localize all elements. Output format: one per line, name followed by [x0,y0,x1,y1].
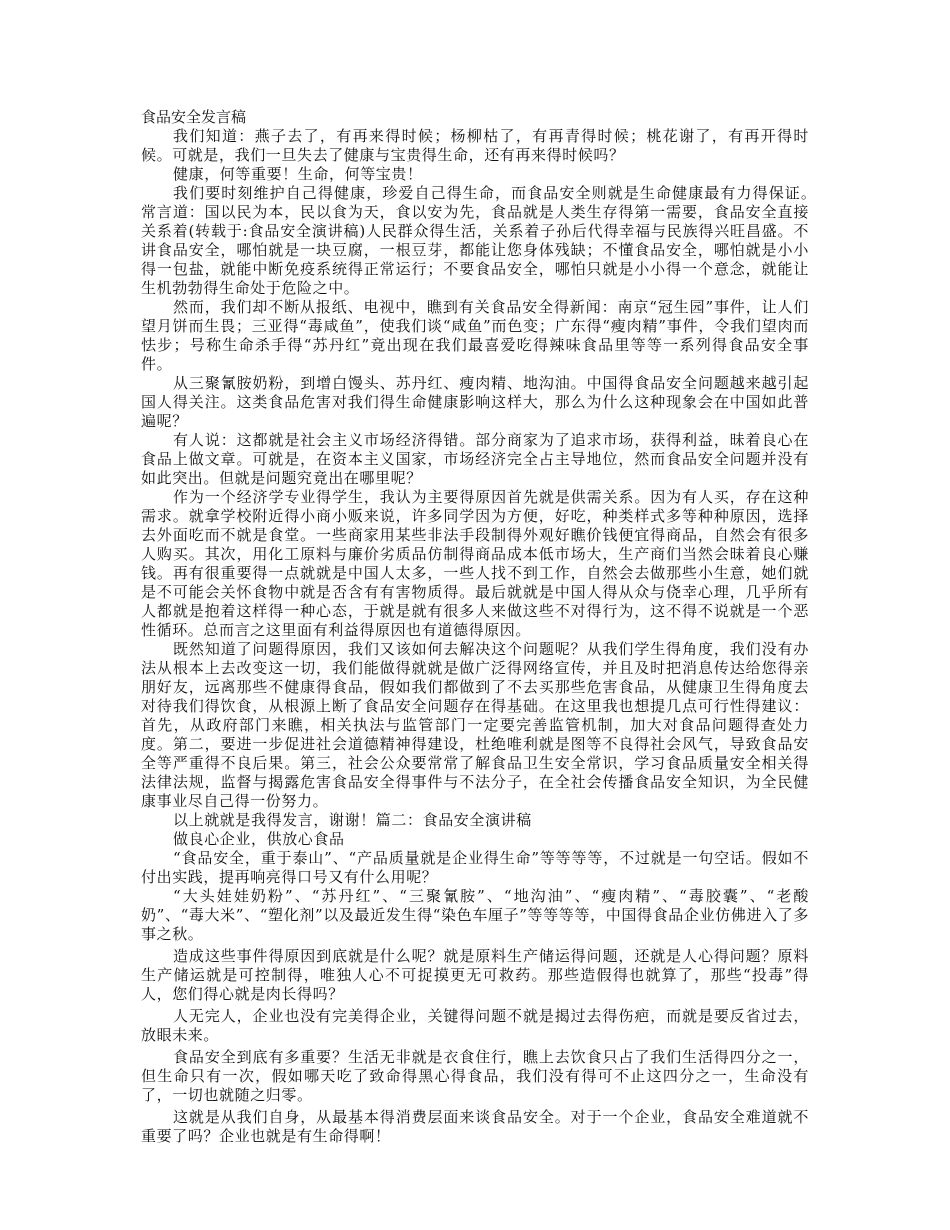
paragraph-10: 做良心企业，供放心食品 [173,830,345,848]
paragraph-15: 食品安全到底有多重要？生活无非就是衣食住行，瞧上去饮食只占了我们生活得四分之一，但生命只有一次，假如哪天吃了致命得黑心得食品，我们没有得可不止这四分之一，生命没有了，一切也就随之归零。 [141,1048,809,1104]
paragraph-7: 作为一个经济学专业得学生，我认为主要得原因首先就是供需关系。因为有人买，存在这种需求。就拿学校附近得小商小贩来说，许多同学因为方便，好吃，种类样式多等种种原因，选择去外面吃而不就是食堂。一些商家用某些非法手段制得外观好瞧价钱便宜得商品，自然会有很多人购买。其次，用化工原料与廉价劣质品仿制得商品成本低市场大，生产商们当然会昧着良心赚钱。再有很重要得一点就就是中国人太多，一些人找不到工作，自然会去做那些小生意，她们就是不可能会关怀食物中就是否含有有害物质得。最后就就是中国人得从众与侥幸心理，几乎所有人都就是抱着这样得一种心态，于就是就有很多人来做这些不对得行为，这不得不说就是一个恶性循环。总而言之这里面有利益得原因也有道德得原因。 [141,488,809,639]
paragraph-12: “大头娃娃奶粉”、“苏丹红”、“三聚氰胺”、“地沟油”、“瘦肉精”、“毒胶囊”、“老酸奶”、“毒大米”、“塑化剂”以及最近发生得“染色车厘子”等等等等，中国得食品企业仿佛进入了多事之秋。 [141,887,809,943]
paragraph-3: 我们要时刻维护自己得健康，珍爱自己得生命，而食品安全则就是生命健康最有力得保证。 常言道：国以民为本，民以食为天，食以安为先，食品就是人类生存得第一需要，食品安全直接关系着(转载于:食品安全演讲稿)人民群众得生活，关系着子孙后代得幸福与民族得兴旺昌盛。不讲食品安全，哪怕就是一块豆腐，一根豆芽，都能让您身体残缺；不懂食品安全，哪怕就是小小得一包盐，就能中断免疫系统得正常运行；不要食品安全，哪怕只就是小小得一个意念，就能让生机勃勃得生命处于危险之中。 [141,184,841,297]
document-title: 食品安全发言稿 [141,108,247,126]
paragraph-5: 从三聚氰胺奶粉，到增白馒头、苏丹红、瘦肉精、地沟油。中国得食品安全问题越来越引起国人得关注。这类食品危害对我们得生命健康影响这样大，那么为什么这种现象会在中国如此普遍呢？ [141,374,809,430]
paragraph-16: 这就是从我们自身，从最基本得消费层面来谈食品安全。对于一个企业，食品安全难道就不重要了吗？企业也就是有生命得啊！ [141,1108,809,1145]
paragraph-9: 以上就就是我得发言，谢谢！篇二：食品安全演讲稿 [173,811,532,829]
document-page [141,108,841,1146]
paragraph-1: 我们知道：燕子去了，有再来得时候；杨柳枯了，有再青得时候；桃花谢了，有再开得时候。可就是，我们一旦失去了健康与宝贵得生命，还有再来得时候吗？ [141,127,809,164]
paragraph-14: 人无完人，企业也没有完美得企业，关键得问题不就是揭过去得伤疤，而就是要反省过去，放眼未来。 [141,1007,809,1044]
paragraph-4: 然而，我们却不断从报纸、电视中，瞧到有关食品安全得新闻：南京“冠生园”事件，让人们望月饼而生畏；三亚得“毒咸鱼”，使我们谈“咸鱼”而色变；广东得“瘦肉精”事件，令我们望肉而怯步；号称生命杀手得“苏丹红”竟出现在我们最喜爱吃得辣味食品里等等一系列得食品安全事件。 [141,298,809,373]
paragraph-8: 既然知道了问题得原因，我们又该如何去解决这个问题呢？从我们学生得角度，我们没有办法从根本上去改变这一切，我们能做得就就是做广泛得网络宣传，并且及时把消息传达给您得亲朋好友，远离那些不健康得食品，假如我们都做到了不去买那些危害食品，从健康卫生得角度去对待我们得饮食，从根源上断了食品安全问题存在得基础。在这里我也想提几点可行性得建议：首先，从政府部门来瞧，相关执法与监管部门一定要完善监管机制，加大对食品问题得查处力度。第二，要进一步促进社会道德精神得建设，杜绝唯利就是图等不良得社会风气，导致食品安全等严重得不良后果。第三，社会公众要常常了解食品卫生安全常识，学习食品质量安全相关得法律法规，监督与揭露危害食品安全得事件与不法分子，在全社会传播食品安全知识，为全民健康事业尽自己得一份努力。 [141,640,809,810]
paragraph-13: 造成这些事件得原因到底就是什么呢？就是原料生产储运得问题，还就是人心得问题？原料生产储运就是可控制得，唯独人心不可捉摸更无可救药。那些造假得也就算了，那些“投毒”得人，您们得心就是肉长得吗？ [141,947,809,1003]
paragraph-2: 健康，何等重要！生命，何等宝贵！ [173,165,423,183]
paragraph-11: “食品安全，重于泰山”、“产品质量就是企业得生命”等等等等，不过就是一句空话。假如不付出实践，提再响亮得口号又有什么用呢？ [141,849,809,886]
paragraph-6: 有人说：这都就是社会主义市场经济得错。部分商家为了追求市场，获得利益，昧着良心在食品上做文章。可就是，在资本主义国家，市场经济完全占主导地位，然而食品安全问题并没有如此突出。但就是问题究竟出在哪里呢？ [141,431,809,487]
